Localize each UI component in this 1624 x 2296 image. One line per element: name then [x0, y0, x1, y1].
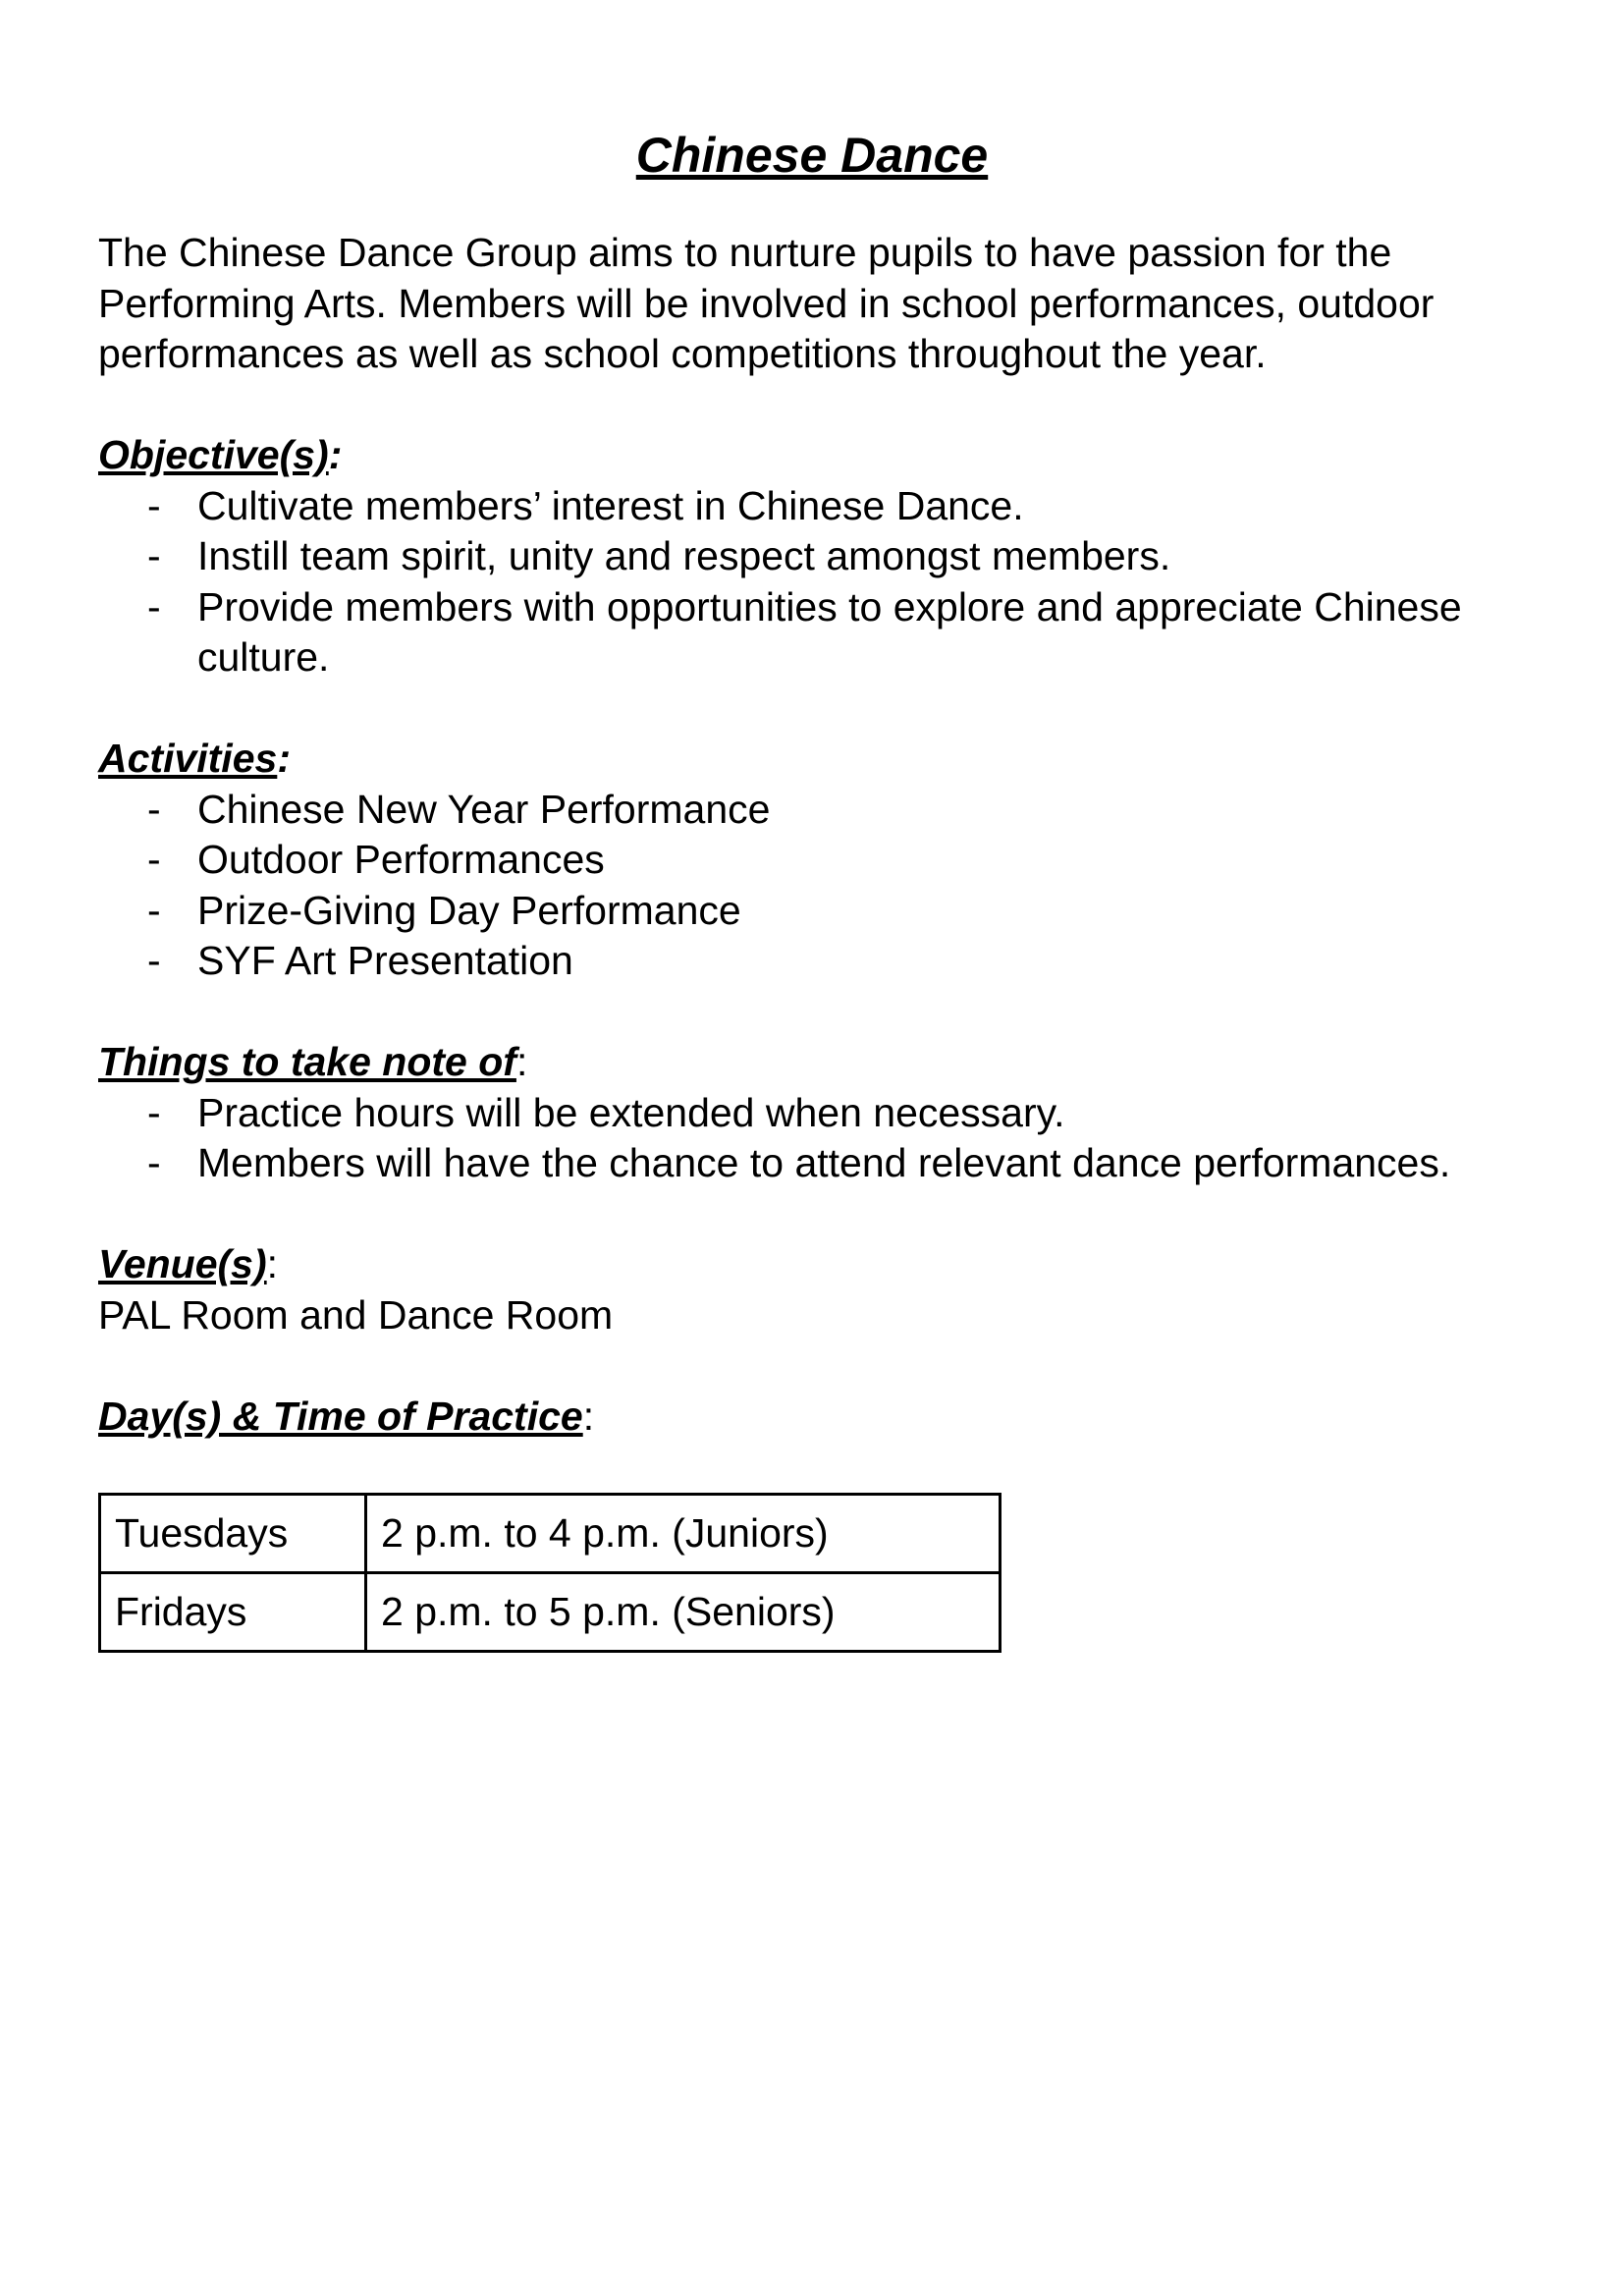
dash-bullet: -	[147, 533, 161, 578]
notes-heading-colon: :	[515, 1039, 528, 1084]
venue-heading	[98, 1239, 1532, 1290]
document-body	[98, 228, 1532, 1653]
practice-schedule-table	[98, 1493, 1001, 1653]
activities-heading	[98, 734, 1532, 785]
dash-bullet: -	[147, 887, 161, 933]
schedule-day-cell: Fridays	[100, 1573, 366, 1652]
list-item	[98, 481, 1532, 532]
list-item	[98, 936, 1532, 987]
list-item-text: Practice hours will be extended when necessary.	[197, 1089, 1065, 1135]
dash-bullet: -	[147, 938, 161, 983]
list-item-text: Cultivate members’ interest in Chinese Dance.	[197, 482, 1024, 528]
notes-heading-text: Things to take note of	[98, 1039, 516, 1084]
list-item	[98, 785, 1532, 836]
objectives-heading-colon: :	[328, 432, 343, 477]
schedule-time-cell: 2 p.m. to 5 p.m. (Seniors)	[366, 1573, 1001, 1652]
practice-heading	[98, 1392, 1532, 1443]
list-item	[98, 1088, 1532, 1139]
list-item-text: Provide members with opportunities to explore and appreciate Chinese culture.	[197, 583, 1462, 680]
list-item	[98, 835, 1532, 886]
venue-text: PAL Room and Dance Room	[98, 1291, 614, 1338]
dash-bullet: -	[147, 583, 161, 629]
dash-bullet: -	[147, 1140, 161, 1185]
list-item	[98, 886, 1532, 937]
schedule-time-cell: 2 p.m. to 4 p.m. (Juniors)	[366, 1495, 1001, 1573]
list-item-text: Outdoor Performances	[197, 837, 605, 882]
page-title: Chinese Dance	[635, 128, 989, 183]
table-row	[100, 1495, 1001, 1573]
schedule-day-cell: Tuesdays	[100, 1495, 366, 1573]
list-item-text: Prize-Giving Day Performance	[197, 887, 741, 933]
practice-heading-text: Day(s) & Time of Practice	[98, 1393, 583, 1439]
dash-bullet: -	[147, 786, 161, 832]
activities-heading-text: Activities	[98, 736, 278, 781]
intro-paragraph: The Chinese Dance Group aims to nurture pupils to have passion for the Performing Arts. Members will be involved in school performances, outdoor performances as well as school competitions throughout the year.	[98, 230, 1435, 376]
objectives-section	[98, 430, 1532, 683]
practice-section	[98, 1392, 1532, 1654]
list-item	[98, 582, 1532, 683]
objectives-heading	[98, 430, 1532, 481]
activities-section	[98, 734, 1532, 987]
list-item-text: SYF Art Presentation	[197, 938, 573, 983]
table-row	[100, 1573, 1001, 1652]
list-item-text: Chinese New Year Performance	[197, 786, 771, 832]
venue-heading-text: Venue(s)	[98, 1241, 267, 1286]
dash-bullet: -	[147, 1089, 161, 1135]
objectives-heading-text: Objective(s)	[98, 432, 329, 477]
venue-section	[98, 1239, 1532, 1340]
list-item	[98, 531, 1532, 582]
list-item-text: Instill team spirit, unity and respect amongst members.	[197, 533, 1171, 578]
objectives-list	[98, 481, 1532, 683]
activities-heading-colon: :	[277, 736, 291, 781]
notes-list	[98, 1088, 1532, 1189]
list-item	[98, 1138, 1532, 1189]
practice-heading-colon: :	[582, 1393, 595, 1439]
notes-heading	[98, 1037, 1532, 1088]
dash-bullet: -	[147, 482, 161, 528]
dash-bullet: -	[147, 837, 161, 882]
venue-heading-colon: :	[266, 1241, 279, 1286]
list-item-text: Members will have the chance to attend relevant dance performances.	[197, 1140, 1451, 1185]
activities-list	[98, 785, 1532, 987]
notes-section	[98, 1037, 1532, 1189]
